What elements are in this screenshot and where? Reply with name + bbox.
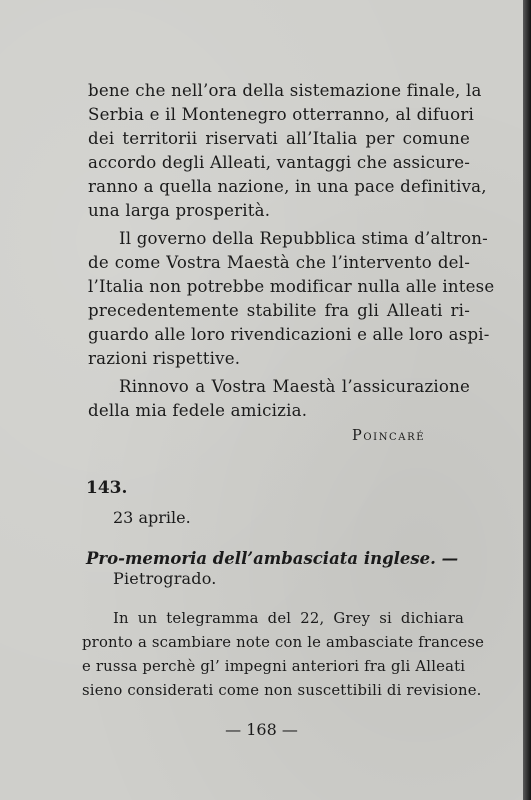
paragraph-1-line-1: bene che nell’ora della sistemazione finale, la bbox=[88, 81, 482, 100]
paragraph-2-line-3: l’Italia non potrebbe modificar nulla alle intese bbox=[88, 277, 495, 296]
paragraph-4-line-4: sieno considerati come non suscettibili di revisione. bbox=[82, 682, 482, 699]
paragraph-1-line-3: dei territorii riservati all’Italia per comune bbox=[88, 129, 470, 148]
document-place: Pietrogrado. bbox=[113, 569, 217, 588]
paragraph-1-line-4: accordo degli Alleati, vantaggi che assicure- bbox=[88, 153, 471, 172]
paragraph-1-line-2: Serbia e il Montenegro otterranno, al difuori bbox=[88, 105, 474, 124]
paragraph-4-line-3: e russa perchè gl’ impegni anteriori fra gli Alleati bbox=[82, 658, 466, 675]
paragraph-4-line-2: pronto a scambiare note con le ambasciate francese bbox=[82, 634, 485, 651]
paragraph-1-line-6: una larga prosperità. bbox=[88, 201, 271, 220]
paragraph-2-line-4: precedentemente stabilite fra gli Alleati ri- bbox=[88, 301, 470, 320]
paragraph-3-line-2: della mia fedele amicizia. bbox=[88, 401, 308, 420]
page-number: — 168 — bbox=[225, 720, 298, 739]
paragraph-2-line-1: Il governo della Repubblica stima d’altron- bbox=[119, 229, 488, 248]
document-title: Pro-memoria dell’ambasciata inglese. — bbox=[86, 549, 459, 568]
paragraph-2-line-5: guardo alle loro rivendicazioni e alle loro aspi- bbox=[88, 325, 490, 344]
document-number: 143. bbox=[86, 478, 128, 498]
paragraph-3-line-1: Rinnovo a Vostra Maestà l’assicurazione bbox=[119, 377, 470, 396]
page-edge-shadow bbox=[523, 0, 531, 800]
paragraph-4-line-1: In un telegramma del 22, Grey si dichiara bbox=[113, 610, 464, 627]
paragraph-1-line-5: ranno a quella nazione, in una pace definitiva, bbox=[88, 177, 487, 196]
signature: Poincaré bbox=[352, 428, 426, 444]
paragraph-2-line-2: de come Vostra Maestà che l’intervento del- bbox=[88, 253, 470, 272]
document-date: 23 aprile. bbox=[113, 508, 191, 527]
paragraph-2-line-6: razioni rispettive. bbox=[88, 349, 241, 368]
